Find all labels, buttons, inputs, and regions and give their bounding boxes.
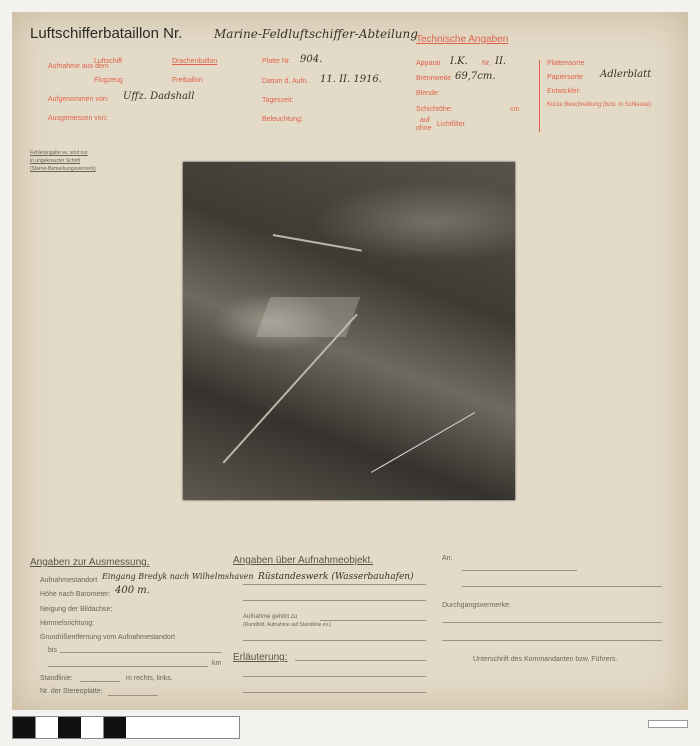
label-aufnahme-aus: Aufnahme aus dem (48, 63, 109, 70)
object-heading: Angaben über Aufnahmeobjekt. (233, 555, 374, 566)
aerial-photograph (183, 162, 515, 500)
plate-number-handwritten: 904. (300, 54, 323, 65)
measurement-heading: Angaben zur Ausmessung. (30, 557, 150, 568)
label-plattensorte: Plattensorte (547, 60, 585, 67)
label-aufgenommen-von: Aufgenommen von: (48, 96, 109, 103)
archive-label (648, 720, 688, 728)
technical-heading: Technische Angaben (416, 34, 509, 45)
label-ohne: ohne (416, 125, 432, 132)
label-standlinie: Standlinie: (40, 675, 73, 682)
label-stereoplatte: Nr. der Stereoplatte: (40, 688, 103, 695)
label-unterschrift: Unterschrift des Kommandanten bzw. Führers. (473, 656, 618, 663)
label-durchgangsvermerke: Durchgangsvermerke: (442, 602, 511, 609)
label-ausgemessen-von: Ausgemessen von: (48, 115, 108, 122)
label-nr: Nr. (482, 60, 491, 67)
label-luftschiff: Luftschiff (94, 58, 122, 65)
divider (539, 60, 540, 132)
label-aufnahmestandort: Aufnahmestandort (40, 577, 98, 584)
label-grundriss: Grundrißentfernung vom Aufnahmestandort (40, 634, 176, 641)
label-auf: auf (420, 117, 430, 124)
label-beleuchtung: Beleuchtung: (262, 116, 303, 123)
label-cm: cm (510, 106, 520, 113)
label-platte-nr: Platte Nr. (262, 58, 291, 65)
label-gehoert-zu: Aufnahme gehört zu (243, 614, 298, 620)
date-handwritten: 11. II. 1916. (320, 74, 382, 85)
label-entwickler: Entwickler: (547, 88, 581, 95)
label-km: km (212, 660, 222, 667)
label-tageszeit: Tageszeit: (262, 97, 294, 104)
note-line: Fehlerangabe ev. sind nur (30, 150, 88, 156)
label-beschreibung: Kurze Beschreibung (bzw. in Schleuse) (547, 102, 652, 108)
brennweite-handwritten: 69,7cm. (455, 71, 496, 82)
label-gehoert-zu-sub: (Rundbild, Aufnahme auf Standlinie ev.) (243, 622, 331, 628)
papiersorte-handwritten: Adlerblatt (600, 69, 652, 80)
label-an: An: (442, 555, 453, 562)
label-brennweite: Brennweite (416, 75, 452, 82)
note-line: (Sterne-Bemerkungsvermerk) (30, 166, 96, 172)
label-datum: Datum d. Aufn. (262, 78, 309, 85)
label-rechts-links: m rechts, links. (126, 675, 173, 682)
label-freiballon: Freiballon (172, 77, 203, 84)
label-flugzeug: Flugzeug (94, 77, 123, 84)
apparat-handwritten: I.K. (450, 56, 468, 67)
label-apparat: Apparat (416, 60, 441, 67)
label-drachenballon: Drachenballon (172, 58, 218, 65)
object-handwritten: Rüstandeswerk (Wasserbauhafen) (258, 572, 414, 582)
battalion-handwritten: Marine-Feldluftschiffer-Abteilung (214, 27, 418, 41)
label-hoehe: Höhe nach Barometer: (40, 591, 111, 598)
label-schichthoehe: Schichtöhe: (416, 106, 453, 113)
battalion-title: Luftschifferbataillon Nr. (30, 25, 183, 42)
label-bis: bis (48, 647, 57, 654)
label-blende: Blende: (416, 90, 440, 97)
erlaeuterung-heading: Erläuterung: (233, 652, 288, 663)
label-himmelsrichtung: Himmelsrichtung: (40, 620, 95, 627)
note-line: in ungekreuzter Schrift (30, 158, 81, 164)
nr-handwritten: II. (495, 56, 507, 67)
photographer-handwritten: Uffz. Dadshall (123, 91, 195, 102)
label-lichtfilter: Lichtfilter (437, 121, 466, 128)
label-papiersorte: Papiersorte (547, 74, 583, 81)
label-neigung: Neigung der Bildachse: (40, 606, 113, 613)
standort-handwritten: Eingang Bredyk nach Wilhelmshaven (102, 572, 254, 581)
scan-control-strip (12, 716, 240, 739)
hoehe-handwritten: 400 m. (115, 585, 150, 596)
